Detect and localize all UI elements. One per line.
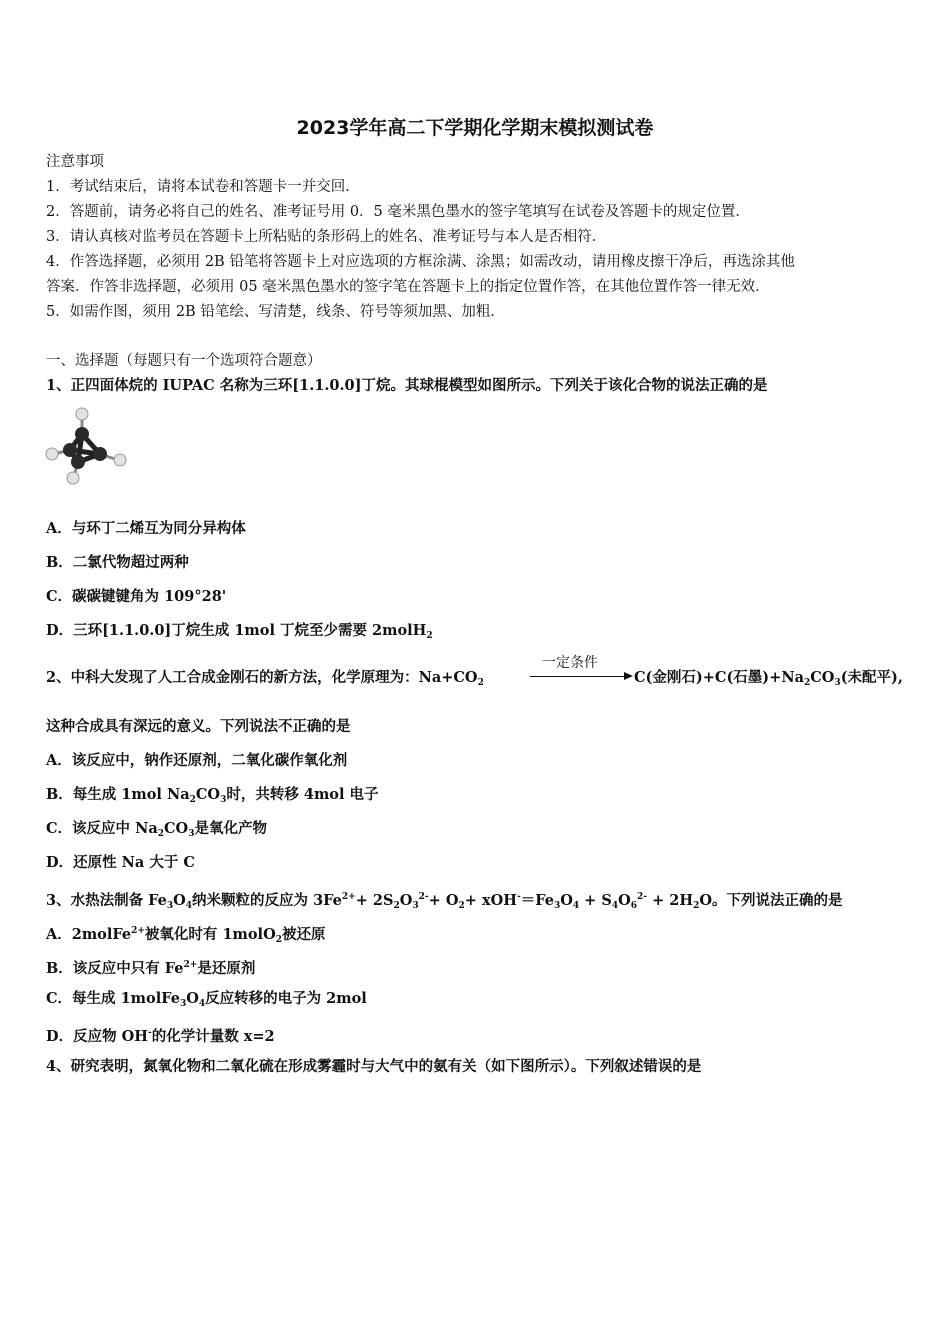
q3-option-c: C．每生成 $1molFe_3O_4$反应转移的电子为 2mol — [46, 990, 367, 1009]
q1-option-d: D．三环[1.1.0.0]丁烷生成 1mol 丁烷至少需要 2molH$_2$ — [46, 622, 433, 641]
q2-option-d: D．还原性 Na 大于 C — [46, 854, 195, 871]
q4-stem: 4、研究表明，氮氧化物和二氧化硫在形成雾霾时与大气中的氨有关（如下图所示）。下列叙述错误的是 — [46, 1058, 702, 1075]
q3-option-d: D．反应物 OH-的化学计量数 x=2 — [46, 1028, 275, 1045]
q3-stem: 3、水热法制备 $Fe_3O_4$纳米颗粒的反应为 $3Fe^{2+}+ 2S_2O_3^{2-}+ O_2+ xOH^-=Fe_3O_4 + S_4O_6^{2-} + 2H_2O$。下列说法正确的是 — [46, 892, 843, 911]
reaction-arrow — [530, 652, 634, 682]
reaction-condition: 一定条件 — [542, 655, 598, 671]
arrow-head-icon — [624, 672, 633, 680]
section-heading: 一、选择题（每题只有一个选项符合题意） — [46, 353, 322, 369]
notice-item-5: 5．如需作图，须用 2B 铅笔绘、写清楚，线条、符号等须加黑、加粗． — [46, 304, 505, 320]
q1-option-b: B．二氯代物超过两种 — [46, 554, 189, 571]
tetrahedrane-ball-stick-model — [44, 404, 130, 486]
q2-option-a: A．该反应中，钠作还原剂，二氧化碳作氧化剂 — [46, 752, 348, 769]
q3-option-a: A．2molFe$^{2+}$被氧化时有 1molO$_2$被还原 — [46, 926, 326, 945]
q3-option-b: B．该反应中只有 $Fe^{2+}$是还原剂 — [46, 960, 256, 977]
arrow-shaft — [530, 676, 626, 677]
q2-option-b: B．每生成 1mol $Na_2CO_3$时，共转移 4mol 电子 — [46, 786, 379, 805]
q2-stem-left: 2、中科大发现了人工合成金刚石的新方法，化学原理为：$Na+CO_2$ — [46, 669, 484, 688]
notice-heading: 注意事项 — [46, 154, 104, 170]
q1-stem: 1、正四面体烷的 IUPAC 名称为三环[1.1.0.0]丁烷。其球棍模型如图所示。下列关于该化合物的说法正确的是 — [46, 377, 768, 394]
q1-option-c: C．碳碳键键角为 109°28' — [46, 588, 227, 605]
notice-item-1: 1．考试结束后，请将本试卷和答题卡一并交回． — [46, 179, 360, 195]
q1-option-a: A．与环丁二烯互为同分异构体 — [46, 520, 246, 537]
notice-item-4-cont: 答案．作答非选择题，必须用 05 毫米黑色墨水的签字笔在答题卡上的指定位置作答，在其他位置作答一律无效． — [46, 279, 770, 295]
q2-stem-right: C(金刚石)+C(石墨)$+Na_2CO_3$(未配平), — [634, 669, 903, 688]
q2-stem-line2: 这种合成具有深远的意义。下列说法不正确的是 — [46, 718, 351, 735]
notice-item-4: 4．作答选择题，必须用 2B 铅笔将答题卡上对应选项的方框涂满、涂黑；如需改动，请用橡皮擦干净后，再选涂其他 — [46, 254, 795, 270]
notice-item-2: 2．答题前，请务必将自己的姓名、准考证号用 0．5 毫米黑色墨水的签字笔填写在试卷及答题卡的规定位置． — [46, 204, 750, 220]
page-title: 2023学年高二下学期化学期末模拟测试卷 — [296, 117, 654, 139]
notice-item-3: 3．请认真核对监考员在答题卡上所粘贴的条形码上的姓名、准考证号与本人是否相符． — [46, 229, 607, 245]
q2-option-c: C．该反应中 $Na_2CO_3$是氧化产物 — [46, 820, 267, 839]
